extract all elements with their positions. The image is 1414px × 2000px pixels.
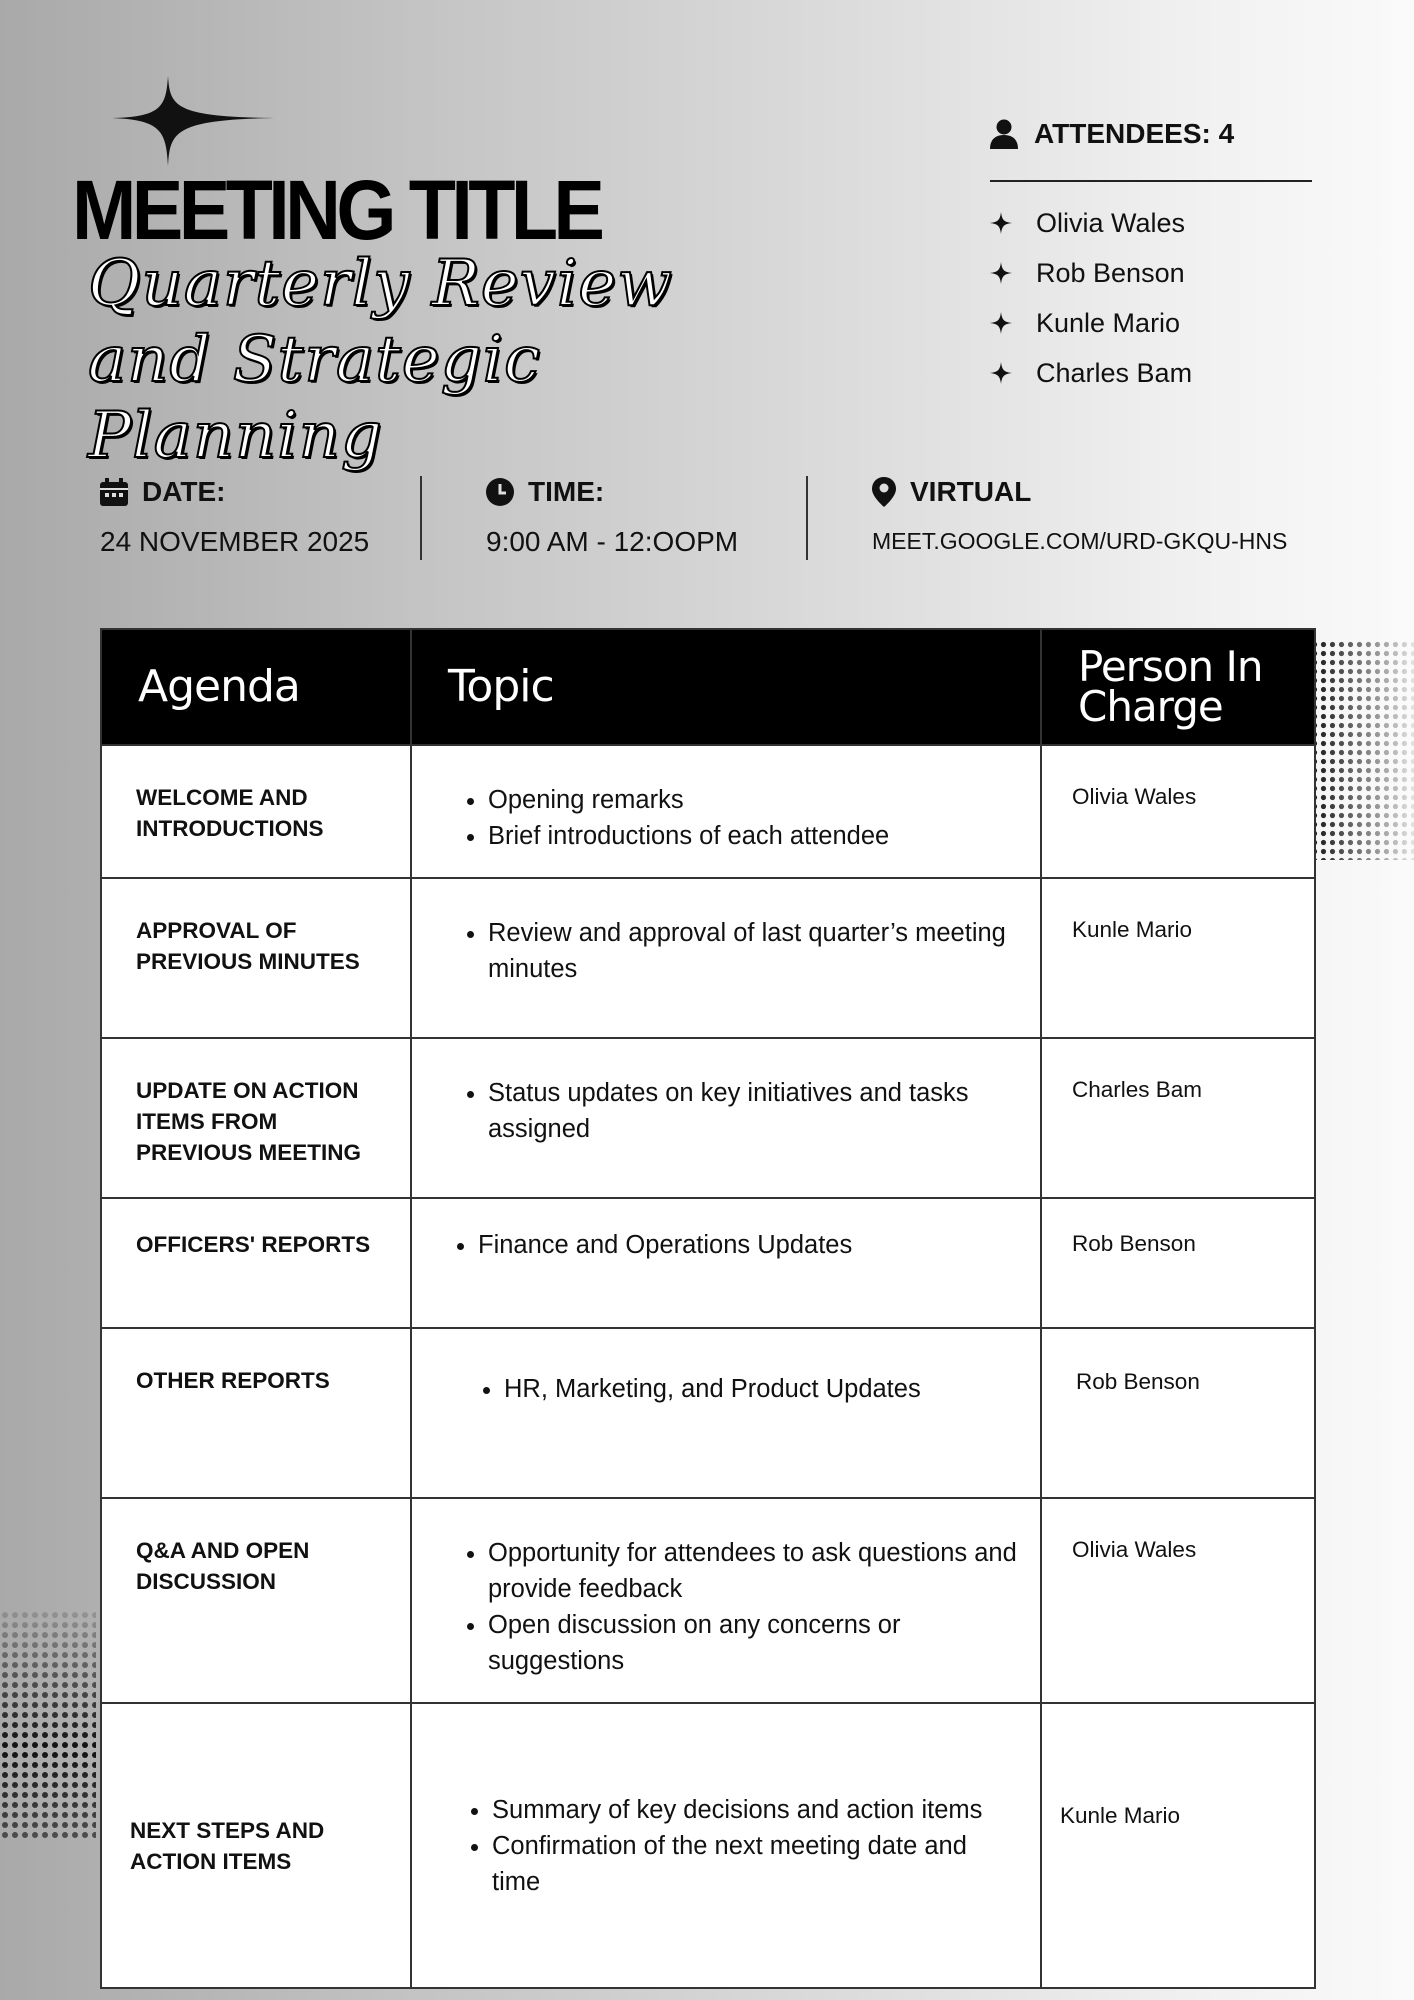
person-header-line: Charge (1078, 682, 1223, 731)
topic-cell (411, 1328, 1041, 1498)
person-cell: Kunle Mario (1041, 878, 1315, 1038)
person-cell: Olivia Wales (1041, 745, 1315, 878)
topic-item: • Opportunity for attendees to ask questions and provide feedback (488, 1535, 1020, 1607)
topic-item: • HR, Marketing, and Product Updates (504, 1371, 1020, 1407)
person-cell: Rob Benson (1041, 1198, 1315, 1328)
topic-item: • Finance and Operations Updates (478, 1227, 1020, 1263)
topic-cell (411, 1038, 1041, 1198)
star-bullet-icon (990, 212, 1012, 234)
agenda-cell: Q&A AND OPEN DISCUSSION (101, 1498, 411, 1703)
info-divider (420, 476, 422, 560)
topic-cell (411, 1498, 1041, 1703)
topic-item: • Confirmation of the next meeting date and time (492, 1828, 1020, 1900)
table-row (101, 1703, 1315, 1988)
date-block (100, 476, 369, 558)
attendee-item (990, 198, 1192, 248)
attendee-name: Olivia Wales (1036, 207, 1186, 238)
attendee-item (990, 298, 1192, 348)
topic-item: • Open discussion on any concerns or suggestions (488, 1607, 1020, 1679)
calendar-icon (100, 478, 128, 506)
table-row (101, 1328, 1315, 1498)
topic-cell (411, 745, 1041, 878)
attendee-name: Charles Bam (1036, 357, 1193, 388)
agenda-table (100, 628, 1316, 1989)
table-row (101, 1198, 1315, 1328)
agenda-cell: UPDATE ON ACTION ITEMS FROM PREVIOUS MEETING (101, 1038, 411, 1198)
agenda-column-header: Agenda (101, 629, 411, 745)
meeting-title-label: MEETING TITLE (72, 163, 601, 257)
topic-item: • Status updates on key initiatives and tasks assigned (488, 1075, 1020, 1147)
meeting-title: Quarterly Review and Strategic Planning (88, 247, 673, 473)
table-header-row (101, 629, 1315, 745)
topic-column-header: Topic (411, 629, 1041, 745)
topic-item: • Opening remarks (488, 782, 1020, 818)
table-row (101, 878, 1315, 1038)
agenda-cell: OFFICERS' REPORTS (101, 1198, 411, 1328)
person-cell: Charles Bam (1041, 1038, 1315, 1198)
agenda-cell: NEXT STEPS AND ACTION ITEMS (101, 1703, 411, 1988)
location-block (872, 476, 1287, 555)
person-cell: Olivia Wales (1041, 1498, 1315, 1703)
time-value: 9:00 AM - 12:OOPM (486, 526, 739, 557)
attendee-name: Kunle Mario (1036, 307, 1181, 338)
location-label: VIRTUAL (910, 476, 1032, 507)
date-value: 24 NOVEMBER 2025 (100, 526, 370, 557)
table-row (101, 1498, 1315, 1703)
star-bullet-icon (990, 312, 1012, 334)
halftone-decoration (1310, 640, 1414, 860)
topic-cell (411, 1198, 1041, 1328)
attendees-header (990, 118, 1234, 150)
agenda-cell: APPROVAL OF PREVIOUS MINUTES (101, 878, 411, 1038)
person-column-header (1041, 629, 1315, 745)
topic-item: • Summary of key decisions and action items (492, 1792, 1020, 1828)
user-icon (990, 119, 1018, 149)
info-divider (806, 476, 808, 560)
topic-cell (411, 1703, 1041, 1988)
person-cell: Kunle Mario (1041, 1703, 1315, 1988)
date-label: DATE: (142, 476, 226, 507)
attendee-item (990, 348, 1192, 398)
table-row (101, 1038, 1315, 1198)
time-block (486, 476, 738, 558)
attendee-name: Rob Benson (1036, 257, 1185, 288)
topic-item: • Brief introductions of each attendee (488, 818, 1020, 854)
star-bullet-icon (990, 362, 1012, 384)
person-header-line: Person In (1078, 642, 1263, 691)
time-label: TIME: (528, 476, 605, 507)
clock-icon (486, 478, 514, 506)
attendees-divider (990, 180, 1312, 182)
attendees-count: ATTENDEES: 4 (1034, 118, 1235, 149)
agenda-cell: OTHER REPORTS (101, 1328, 411, 1498)
topic-cell (411, 878, 1041, 1038)
agenda-cell: WELCOME AND INTRODUCTIONS (101, 745, 411, 878)
attendee-item (990, 248, 1192, 298)
meeting-link[interactable]: MEET.GOOGLE.COM/URD-GKQU-HNS (872, 528, 1288, 554)
attendees-list (990, 198, 1192, 398)
sparkle-icon (112, 76, 274, 166)
person-cell: Rob Benson (1041, 1328, 1315, 1498)
location-pin-icon (872, 477, 896, 507)
halftone-decoration (0, 1610, 96, 1840)
star-bullet-icon (990, 262, 1012, 284)
topic-item: • Review and approval of last quarter’s meeting minutes (488, 915, 1020, 987)
table-row (101, 745, 1315, 878)
